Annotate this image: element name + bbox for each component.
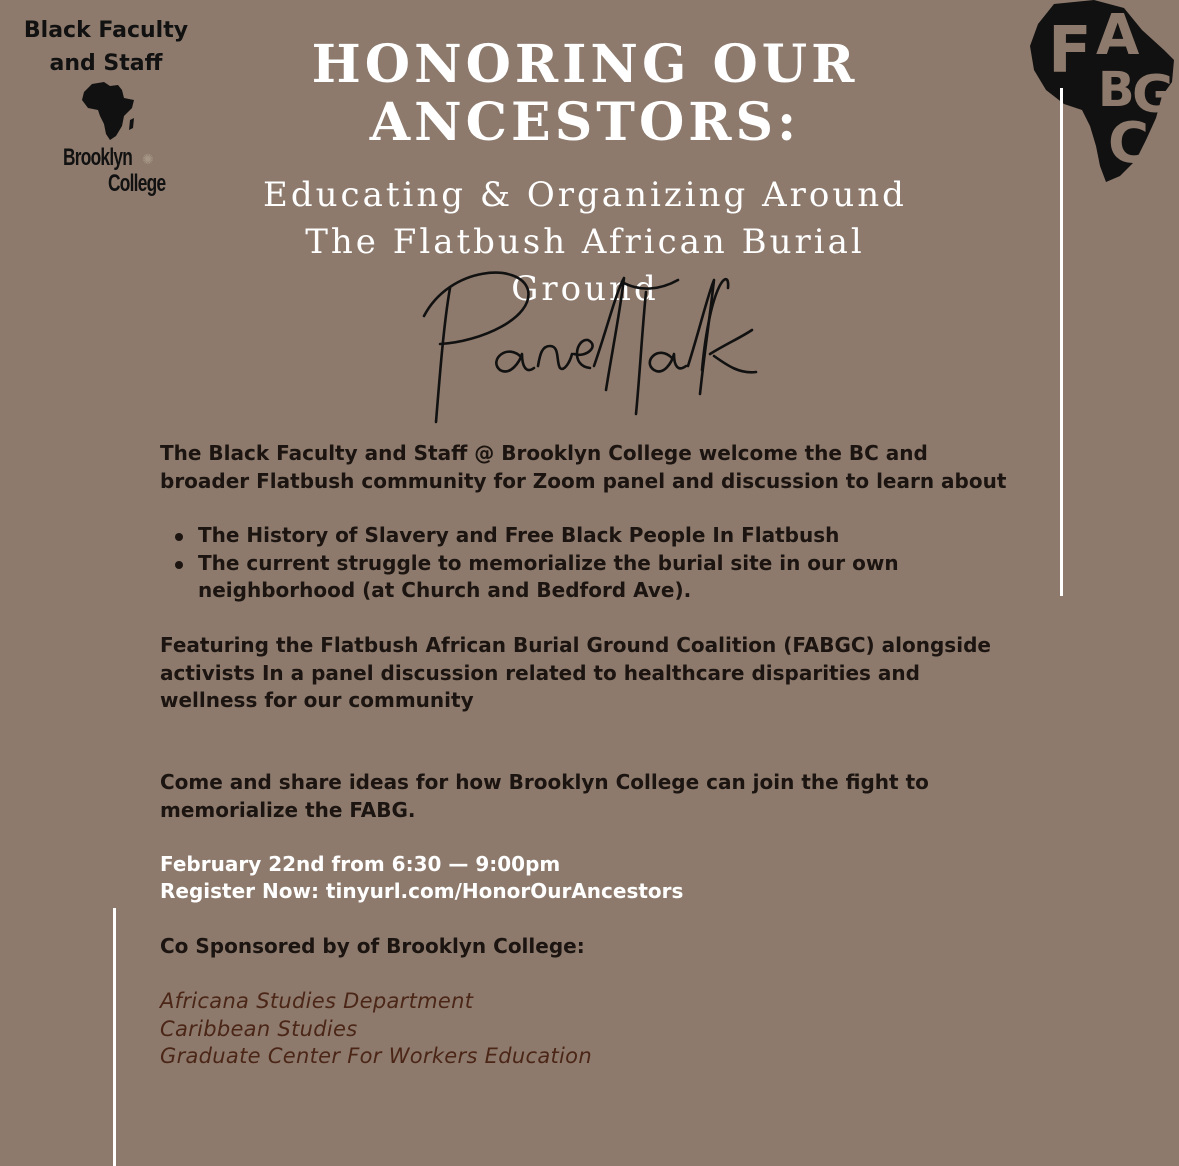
sponsor-item: Graduate Center For Workers Education	[160, 1044, 592, 1068]
sponsor-list	[160, 988, 1020, 1071]
decorative-line-right	[1060, 88, 1063, 596]
brooklyn-college-logo-line1: Brooklyn	[63, 144, 133, 171]
featuring-paragraph: Featuring the Flatbush African Burial Ground Coalition (FABGC) alongside activists In a panel discussion related to healthcare disparities and wellness for our community	[160, 633, 991, 712]
title-line2: ANCESTORS:	[369, 92, 801, 153]
panel-talk-script-heading	[410, 262, 770, 432]
intro-paragraph: The Black Faculty and Staff @ Brooklyn College welcome the BC and broader Flatbush community for Zoom panel and discussion to learn about	[160, 441, 1007, 493]
subtitle-line2: The Flatbush African Burial Ground	[305, 222, 865, 309]
list-item: The History of Slavery and Free Black People In Flatbush	[160, 522, 1040, 550]
fabgc-letter-b: B	[1098, 62, 1135, 118]
fabgc-letter-c: C	[1108, 111, 1150, 176]
cosponsor-heading: Co Sponsored by of Brooklyn College:	[160, 934, 585, 958]
event-date-time: February 22nd from 6:30 — 9:00pm	[160, 852, 561, 876]
sponsor-item: Caribbean Studies	[160, 1016, 358, 1041]
sponsor-item: Africana Studies Department	[160, 989, 474, 1013]
fabgc-letter-a: A	[1096, 3, 1140, 68]
college-emblem-icon: ✺	[142, 152, 154, 168]
fabgc-letter-g: G	[1132, 65, 1175, 125]
title-line1: HONORING OUR	[311, 34, 859, 95]
org-name-line2: and Staff	[49, 51, 163, 76]
subtitle-line1: Educating & Organizing Around	[263, 175, 907, 215]
africa-map-icon	[78, 80, 138, 142]
org-name-line1: Black Faculty	[23, 18, 189, 43]
list-item: The current struggle to memorialize the burial site in our own neighborhood (at Church and Bedford Ave).	[160, 550, 1040, 605]
fabgc-logo	[1024, 0, 1179, 185]
page-title	[280, 36, 890, 152]
topic-list	[160, 522, 1040, 605]
call-to-action: Come and share ideas for how Brooklyn College can join the fight to memorialize the FABG.	[160, 770, 929, 822]
org-name	[14, 14, 198, 80]
decorative-line-left	[113, 908, 116, 1166]
brooklyn-college-logo-line2: College	[108, 170, 166, 197]
register-link[interactable]: Register Now: tinyurl.com/HonorOurAncestors	[160, 879, 684, 903]
panel-talk-text: Panel talk	[410, 262, 415, 263]
fabgc-letter-f: F	[1048, 14, 1092, 88]
